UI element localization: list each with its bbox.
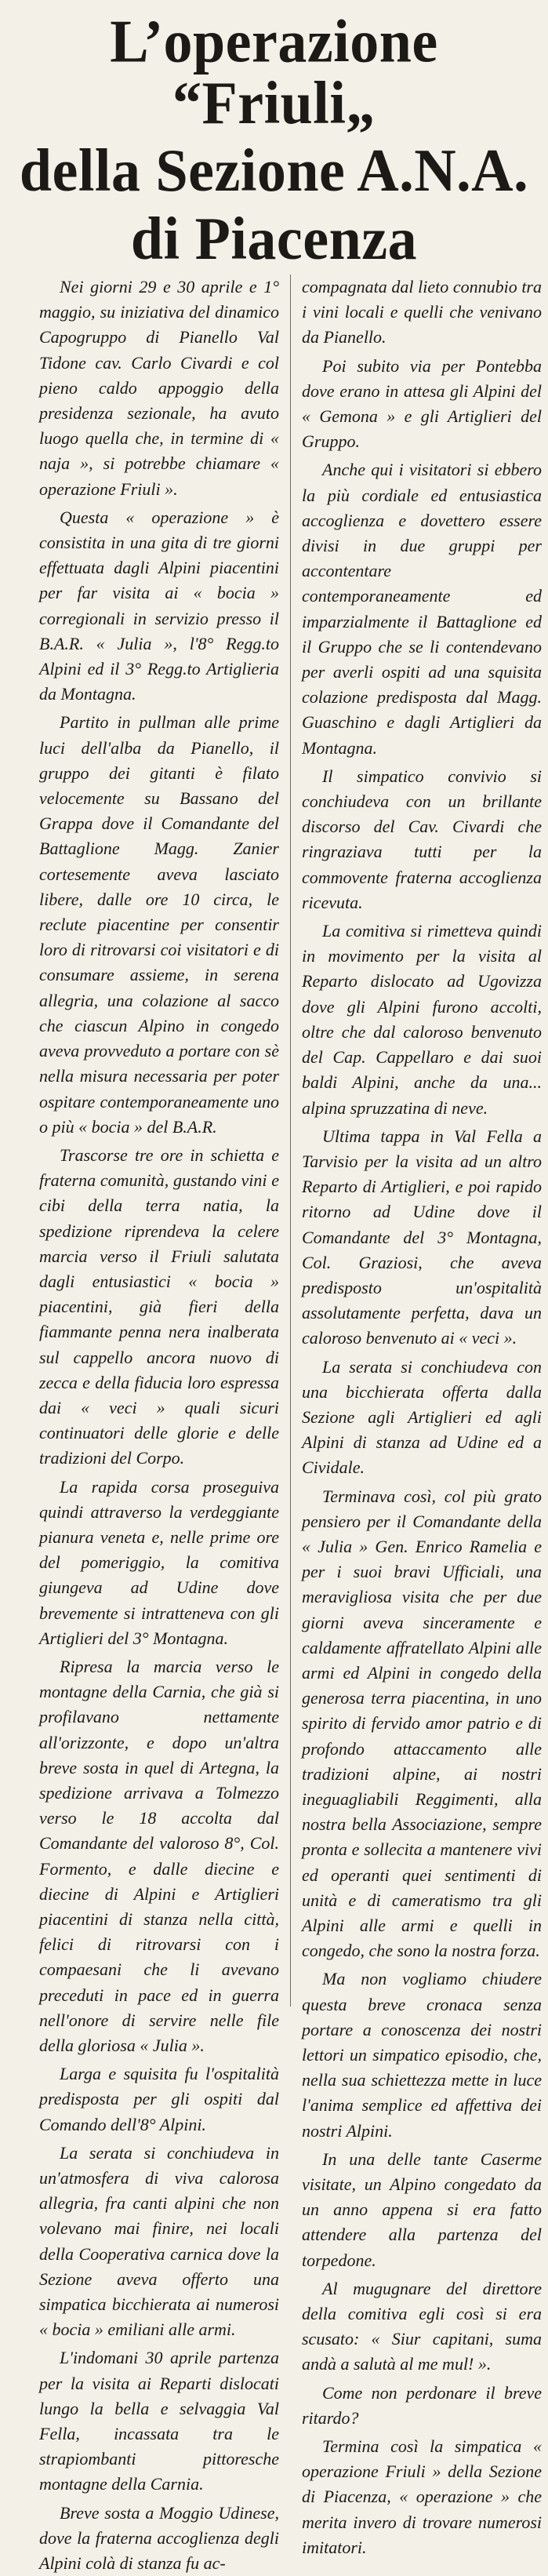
paragraph: Termina così la simpatica « operazione Friuli » della Sezione di Piacenza, « operazione » che merita invero di trovare numerosi imitatori. [302, 2436, 542, 2557]
paragraph: Partito in pullman alle prime luci dell'alba da Pianello, il gruppo dei gitanti è filato velocemente su Bassano del Grappa dove il Comandante del Battaglione Magg. Zanier cortesemente aveva lasciato libere, dalle ore 10 circa, le reclute piacentine per consentir loro di ritrovarsi coi visitatori e di consumare assieme, in serena allegria, una colazione al sacco che ciascun Alpino in congedo aveva provveduto a portare con sè nella misura necessaria per poter ospitare contemporaneamente uno o più « bocia » del B.A.R. [39, 712, 279, 1137]
paragraph: Nei giorni 29 e 30 aprile e 1° maggio, su iniziativa del dinamico Capogruppo di Pianello Val Tidone cav. Carlo Civardi e col pieno caldo appoggio della presidenza sezionale, ha avuto luogo quella che, in termine di « naja », si potrebbe chiamare « operazione Friuli ». [39, 277, 279, 499]
column-divider [290, 275, 291, 2007]
paragraph: Terminava così, col più grato pensiero per il Comandante della « Julia » Gen. Enrico Ramelia e per i suoi bravi Ufficiali, una meravigliosa visita che per due giorni aveva sinceramente e caldamente affratellato Alpini alle armi ed Alpini in congedo della generosa terra piacentina, in uno spirito di fervido amor patrio e di profondo attaccamento alle tradizioni alpine, ai nostri ineguagliabili Reggimenti, alla nostra bella Associazione, sempre pronta e sollecita a mantenere vivi ed operanti quei sentimenti di unità e di cameratismo tra gli Alpini alle armi e quelli in congedo, che sono la nostra forza. [302, 1486, 542, 1961]
paragraph: Questa « operazione » è consistita in una gita di tre giorni effettuata dagli Alpini piacentini per far visita ai « bocia » corregionali in servizio presso il B.A.R. « Julia », l'8° Regg.to Alpini ed il 3° Regg.to Artiglieria da Montagna. [39, 507, 279, 704]
paragraph: Poi subito via per Pontebba dove erano in attesa gli Alpini del « Gemona » e gli Artiglieri del Gruppo. [302, 355, 542, 452]
paragraph: Il simpatico convivio si conchiudeva con un brillante discorso del Cav. Civardi che ringraziava tutti per la commovente fraterna accoglienza ricevuta. [302, 766, 542, 912]
headline-line-1: L’operazione “Friuli„ [110, 8, 438, 138]
paragraph: Anche qui i visitatori si ebbero la più cordiale ed entusiastica accoglienza e dovettero essere divisi in due gruppi per accontentare contemporaneamente ed imparzialmente il Battaglione ed il Gruppo che se li contendevano per averli ospiti ad una squisita colazione predisposta dal Magg. Guaschino e dagli Artiglieri da Montagna. [302, 460, 542, 758]
paragraph: Come non perdonare il breve ritardo? [302, 2382, 542, 2428]
paragraph: Ultima tappa in Val Fella a Tarvisio per la visita ad un altro Reparto di Artiglieri, e poi rapido ritorno ad Udine dove il Comandante del 3° Montagna, Col. Graziosi, che aveva predisposto un'ospitalità assolutamente perfetta, dava un caloroso benvenuto ai « veci ». [302, 1126, 542, 1348]
paragraph: Al mugugnare del direttore della comitiva egli così si era scusato: « Siur capitani, suma andà a salutà al me mul! ». [302, 2278, 542, 2374]
headline-line-2: della Sezione A.N.A. [19, 136, 529, 205]
paragraph: L'indomani 30 aprile partenza per la visita ai Reparti dislocati lungo la bella e selvaggia Val Fella, incassata tra le strapiombanti pittoresche montagne della Carnia. [39, 2348, 279, 2494]
paragraph: La serata si conchiudeva con una bicchierata offerta dalla Sezione agli Artiglieri ed agli Alpini di stanza ad Udine ed a Cividale. [302, 1356, 542, 1478]
paragraph: Trascorse tre ore in schietta e fraterna comunità, gustando vini e cibi della terra natia, la spedizione riprendeva la celere marcia verso il Friuli salutata dagli entusiastici « bocia » piacentini, già fieri della fiammante penna nera inalberata sul cappello ancora nuovo di zecca e della fiducia loro espressa dai « veci » quali sicuri continuatori delle glorie e delle tradizioni del Corpo. [39, 1144, 279, 1468]
article-body [39, 275, 542, 2574]
paragraph-continuation: compagnata dal lieto connubio tra i vini locali e quelli che venivano da Pianello. [302, 277, 542, 347]
left-column [39, 275, 279, 2574]
headline-line-3: di Piacenza [130, 206, 418, 274]
paragraph: La comitiva si rimetteva quindi in movimento per la visita al Reparto dislocato ad Ugovizza dove gli Alpini furono accolti, oltre che dal caloroso benvenuto del Cap. Cappellaro e dai suoi baldi Alpini, anche da una... alpina spruzzatina di neve. [302, 921, 542, 1118]
paragraph: In una delle tante Caserme visitate, un Alpino congedato da un anno appena si era fatto attendere alla partenza del torpedone. [302, 2148, 542, 2270]
paragraph: Ma non vogliamo chiudere questa breve cronaca senza portare a conoscenza dei nostri lettori un simpatico episodio, che, nella sua schiettezza mette in luce l'anima semplice ed affettiva dei nostri Alpini. [302, 1969, 542, 2141]
paragraph: Breve sosta a Moggio Udinese, dove la fraterna accoglienza degli Alpini colà di stanza fu ac- [39, 2502, 279, 2574]
paragraph: Larga e squisita fu l'ospitalità predisposta per gli ospiti dal Comando dell'8° Alpini. [39, 2064, 279, 2134]
article-headline [6, 0, 542, 274]
paragraph: Ripresa la marcia verso le montagne della Carnia, che già si profilavano nettamente all'orizzonte, e dopo un'altra breve sosta in quel di Artegna, la spedizione arrivava a Tolmezzo verso le 18 accolta dal Comandante del valoroso 8°, Col. Formento, e dalle diecine e diecine di Alpini e Artiglieri piacentini di stanza nella città, felici di ritrovarsi con i compaesani che li avevano preceduti in pace ed in guerra nell'onore di servire nelle file della gloriosa « Julia ». [39, 1656, 279, 2056]
paragraph: La serata si conchiudeva in un'atmosfera di viva calorosa allegria, fra canti alpini che non volevano mai finire, nei locali della Cooperativa carnica dove la Sezione aveva offerto una simpatica bicchierata ai numerosi « bocia » emiliani alle armi. [39, 2142, 279, 2340]
right-column [302, 275, 542, 2557]
paragraph: La rapida corsa proseguiva quindi attraverso la verdeggiante pianura veneta e, nelle prime ore del pomeriggio, la comitiva giungeva ad Udine dove brevemente si intratteneva con gli Artiglieri del 3° Montagna. [39, 1476, 279, 1648]
